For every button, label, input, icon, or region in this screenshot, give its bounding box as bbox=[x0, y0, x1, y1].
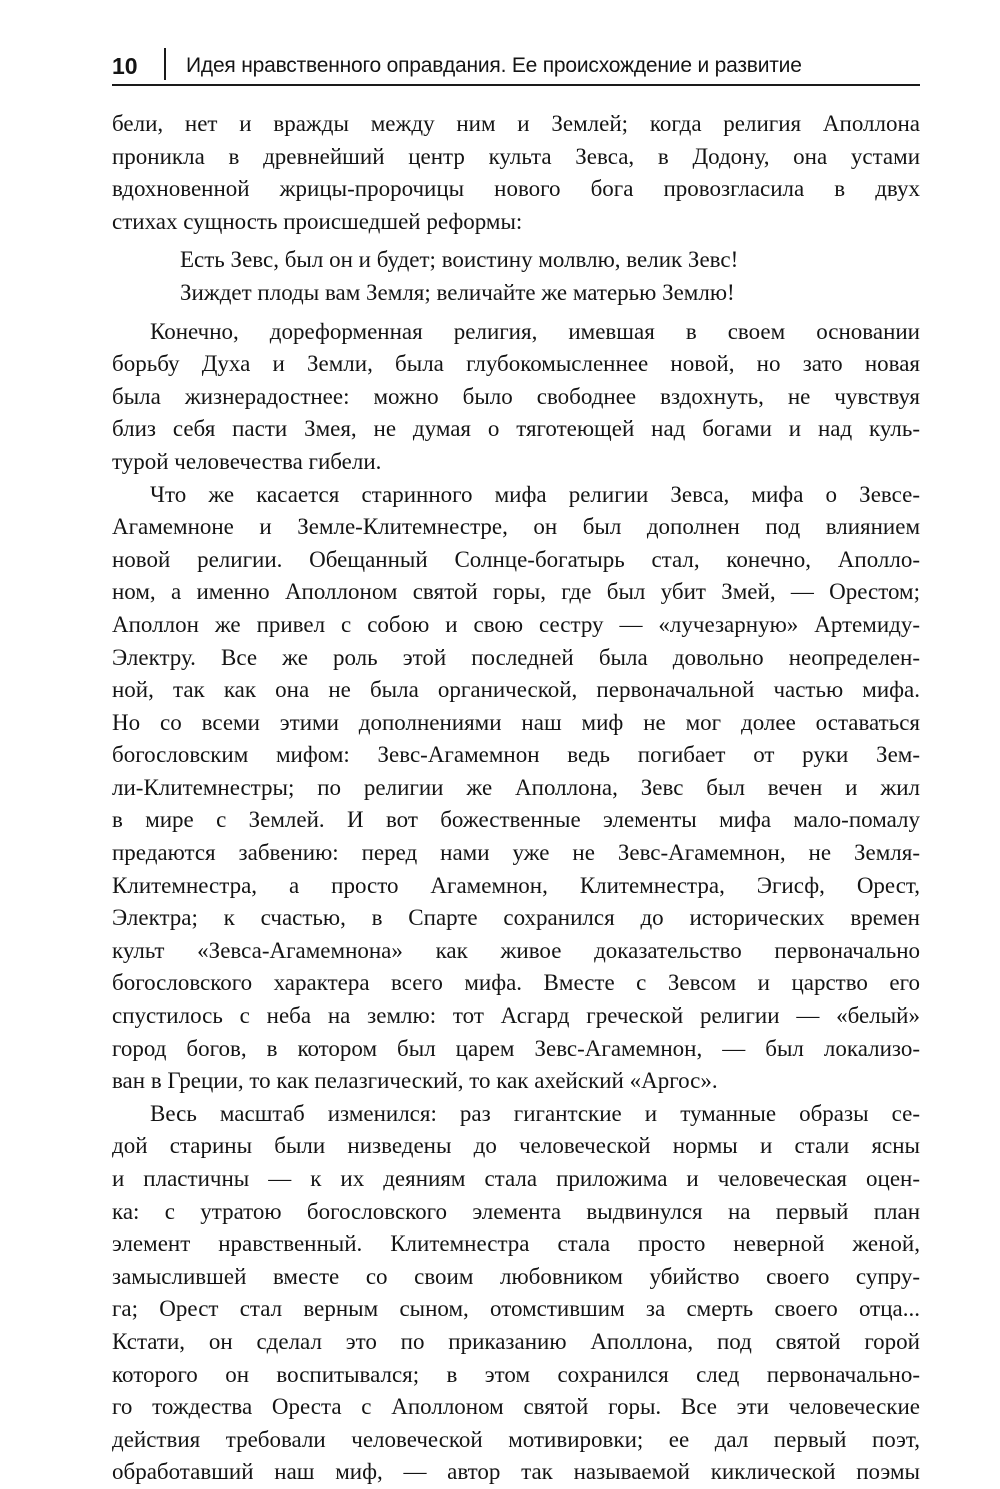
body-text bbox=[112, 108, 920, 1489]
text-line: га; Орест стал верным сыном, отомстившим за смерть своего отца... bbox=[112, 1296, 920, 1322]
text-line: проникла в древнейший центр культа Зевса, в Додону, она устами bbox=[112, 143, 920, 169]
text-line: замыслившей вместе со своим любовником убийство своего супру- bbox=[112, 1263, 920, 1289]
paragraph-4 bbox=[112, 1098, 920, 1489]
text-line: элемент нравственный. Клитемнестра стала просто неверной женой, bbox=[112, 1231, 920, 1257]
text-line: вдохновенной жрицы-пророчицы нового бога провозгласила в двух bbox=[112, 176, 920, 202]
text-line: которого он воспитывался; в этом сохранился след первоначально- bbox=[112, 1361, 920, 1387]
page-header bbox=[112, 44, 920, 86]
text-line: спустилось с неба на землю: тот Асгард греческой религии — «белый» bbox=[112, 1003, 920, 1029]
text-line: го тождества Ореста с Аполлоном святой горы. Все эти человеческие bbox=[112, 1394, 920, 1420]
text-line: Клитемнестра, а просто Агамемнон, Клитемнестра, Эгисф, Орест, bbox=[112, 872, 920, 898]
text-line: борьбу Духа и Земли, была глубокомысленнее новой, но зато новая bbox=[112, 351, 920, 377]
text-line: богословского характера всего мифа. Вместе с Зевсом и царство его bbox=[112, 970, 920, 996]
verse-line: Есть Зевс, был он и будет; воистину молвлю, велик Зевс! bbox=[180, 247, 739, 273]
text-line: Аполлон же привел с собою и свою сестру — «лучезарную» Артемиду- bbox=[112, 611, 920, 637]
text-line: действия требовали человеческой мотивировки; ее дал первый поэт, bbox=[112, 1426, 920, 1452]
text-line: дой старины были низведены до человеческой нормы и стали ясны bbox=[112, 1133, 920, 1159]
text-line: близ себя пасти Змея, не думая о тяготеющей над богами и над куль- bbox=[112, 416, 920, 442]
text-line: в мире с Землей. И вот божественные элементы мифа мало-помалу bbox=[112, 807, 920, 833]
text-line: Весь масштаб изменился: раз гигантские и туманные образы се- bbox=[150, 1100, 920, 1126]
text-line: Электра; к счастью, в Спарте сохранился до исторических времен bbox=[112, 905, 920, 931]
text-line: Агамемноне и Земле-Клитемнестре, он был дополнен под влиянием bbox=[112, 514, 920, 540]
text-line: обработавший наш миф, — автор так называемой киклической поэмы bbox=[112, 1459, 920, 1485]
paragraph-2 bbox=[112, 316, 920, 479]
text-line: предаются забвению: перед нами уже не Зевс-Агамемнон, не Земля- bbox=[112, 840, 920, 866]
running-title: Идея нравственного оправдания. Ее происхождение и развитие bbox=[186, 54, 802, 77]
text-line: ном, а именно Аполлоном святой горы, где был убит Змей, — Орестом; bbox=[112, 579, 920, 605]
verse-quote bbox=[112, 244, 920, 309]
text-line: Кстати, он сделал это по приказанию Аполлона, под святой горой bbox=[112, 1328, 920, 1354]
text-line: и пластичны — к их деяниям стала приложима и человеческая оцен- bbox=[112, 1166, 920, 1191]
text-line: Что же касается старинного мифа религии Зевса, мифа о Зевсе- bbox=[150, 481, 920, 507]
text-line: культ «Зевса-Агамемнона» как живое доказательство первоначально bbox=[112, 937, 920, 963]
text-line: ной, так как она не была органической, первоначальной частью мифа. bbox=[112, 677, 920, 703]
text-line: новой религии. Обещанный Солнце-богатырь стал, конечно, Аполло- bbox=[112, 546, 920, 572]
paragraph-1 bbox=[112, 108, 920, 238]
text-line: была жизнерадостнее: можно было свободнее вздохнуть, не чувствуя bbox=[112, 383, 920, 409]
text-line: стихах сущность происшедшей реформы: bbox=[112, 208, 523, 234]
page-number: 10 bbox=[112, 53, 138, 79]
text-line: богословским мифом: Зевс-Агамемнон ведь погибает от руки Зем- bbox=[112, 742, 920, 768]
verse-line: Зиждет плоды вам Земля; величайте же матерью Землю! bbox=[180, 279, 735, 305]
text-line: Конечно, дореформенная религия, имевшая в своем основании bbox=[150, 318, 920, 344]
text-line: ка: с утратою богословского элемента выдвинулся на первый план bbox=[112, 1198, 920, 1224]
text-line: Но со всеми этими дополнениями наш миф не мог долее оставаться bbox=[112, 709, 920, 735]
paragraph-3 bbox=[112, 479, 920, 1098]
text-line: ван в Греции, то как пелазгический, то как ахейский «Аргос». bbox=[112, 1068, 718, 1094]
header-separator bbox=[164, 48, 166, 80]
text-line: город богов, в котором был царем Зевс-Агамемнон, — был локализо- bbox=[112, 1035, 920, 1061]
text-line: бели, нет и вражды между ним и Землей; когда религия Аполлона bbox=[112, 111, 920, 136]
text-line: турой человечества гибели. bbox=[112, 448, 382, 474]
text-line: Электру. Все же роль этой последней была довольно неопределен- bbox=[112, 644, 920, 670]
text-line: ли-Клитемнестры; по религии же Аполлона, Зевс был вечен и жил bbox=[112, 774, 920, 800]
